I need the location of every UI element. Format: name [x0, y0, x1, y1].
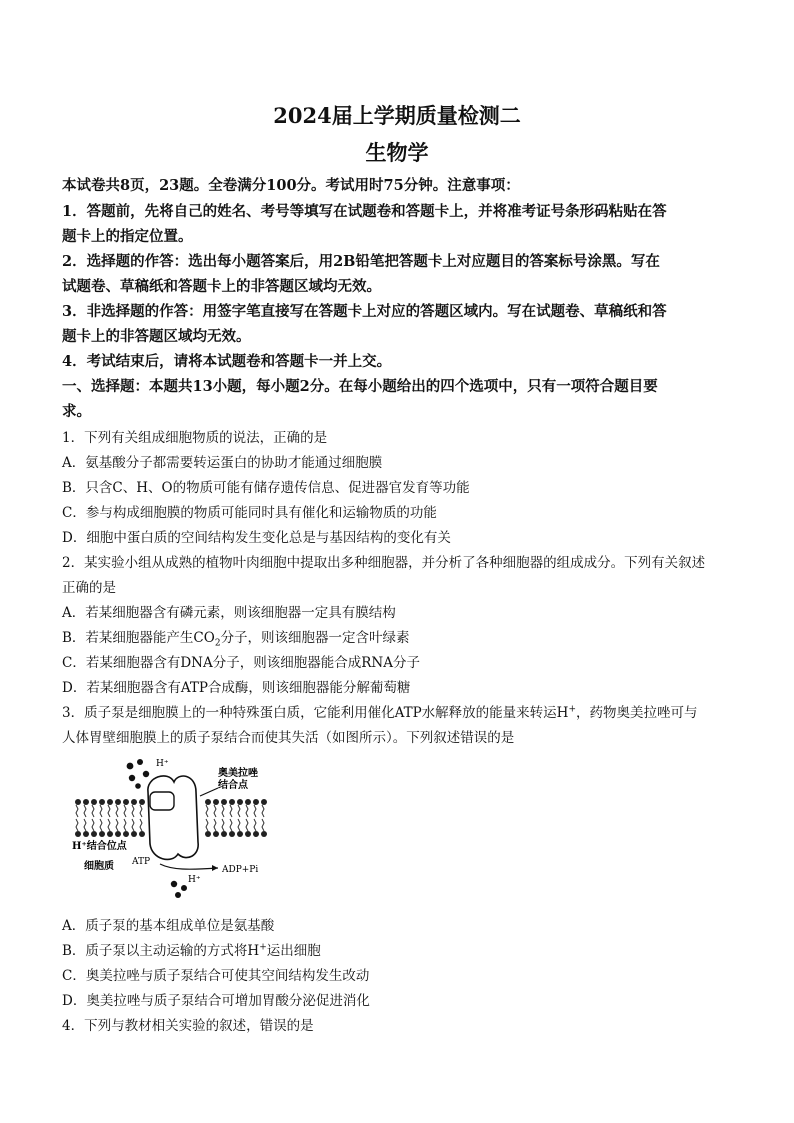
- question-3-stem-post: ，药物奥美拉唑可与: [576, 705, 698, 721]
- question-1-option-c: C．参与构成细胞膜的物质可能同时具有催化和运输物质的功能: [62, 505, 437, 521]
- question-3-option-b: [62, 939, 321, 959]
- question-3-stem-sup: +: [568, 704, 577, 715]
- atp-hydrolysis-arrow: [160, 864, 218, 869]
- label-atp: ATP: [132, 857, 151, 867]
- instruction-item-3-line-2: 题卡上的非答题区域均无效。: [62, 328, 251, 345]
- label-h-top: H⁺: [156, 759, 169, 769]
- question-3-option-d: D．奥美拉唑与质子泵结合可增加胃酸分泌促进消化: [62, 993, 370, 1009]
- question-3-option-b-sup: +: [259, 942, 267, 953]
- question-2-option-c: C．若某细胞器含有DNA分子，则该细胞器能合成RNA分子: [62, 655, 420, 671]
- question-3-option-a: A．质子泵的基本组成单位是氨基酸: [62, 918, 275, 934]
- subject-title: 生物学: [365, 140, 429, 165]
- instruction-item-2-line-1: 2．选择题的作答：选出每小题答案后，用2B铅笔把答题卡上对应题目的答案标号涂黑。写在: [62, 253, 660, 270]
- instruction-item-4: 4．考试结束后，请将本试题卷和答题卡一并上交。: [62, 353, 392, 370]
- question-2-option-b: [62, 626, 410, 649]
- question-3-option-c: C．奥美拉唑与质子泵结合可使其空间结构发生改动: [62, 968, 370, 984]
- binding-point-pointer: [200, 788, 218, 796]
- proton-pump-diagram: [68, 752, 294, 902]
- h-ion-cluster-bottom: [171, 881, 187, 898]
- label-h-site: H⁺结合位点: [72, 841, 127, 852]
- question-2-option-a: A．若某细胞器含有磷元素，则该细胞器一定具有膜结构: [62, 605, 396, 621]
- label-cytoplasm: 细胞质: [84, 861, 114, 872]
- question-2-stem-line-2: 正确的是: [62, 580, 116, 596]
- question-3-stem-pre: 3．质子泵是细胞膜上的一种特殊蛋白质，它能利用催化ATP水解释放的能量来转运H: [62, 705, 569, 721]
- question-1-stem: 1．下列有关组成细胞物质的说法，正确的是: [62, 430, 328, 446]
- question-2-option-b-post: 分子，则该细胞器一定含叶绿素: [220, 630, 410, 646]
- proton-pump-figure: [68, 752, 294, 902]
- question-4-stem: 4．下列与教材相关实验的叙述，错误的是: [62, 1018, 314, 1034]
- question-2-option-b-sub: 2: [214, 638, 221, 649]
- proton-pump-protein: [148, 776, 198, 860]
- question-1-option-a: A．氨基酸分子都需要转运蛋白的协助才能通过细胞膜: [62, 455, 383, 471]
- instructions-intro: 本试卷共8页，23题。全卷满分100分。考试用时75分钟。注意事项：: [62, 177, 520, 194]
- question-2-option-b-pre: B．若某细胞器能产生CO: [62, 630, 215, 646]
- instruction-item-1-line-2: 题卡上的指定位置。: [62, 228, 193, 245]
- label-binding-2: 结合点: [218, 780, 248, 791]
- question-3-option-b-post: 运出细胞: [266, 943, 321, 959]
- instruction-item-2-line-2: 试题卷、草稿纸和答题卡上的非答题区域均无效。: [62, 278, 381, 295]
- question-2-stem-line-1: 2．某实验小组从成熟的植物叶肉细胞中提取出多种细胞器，并分析了各种细胞器的组成成分。下列有关叙述: [62, 555, 706, 571]
- label-h-bottom: H⁺: [188, 875, 201, 885]
- h-ion-cluster-top: [127, 759, 150, 789]
- question-3-option-b-pre: B．质子泵以主动运输的方式将H: [62, 943, 260, 959]
- instruction-item-3-line-1: 3．非选择题的作答：用签字笔直接写在答题卡上对应的答题区域内。写在试题卷、草稿纸和答: [62, 303, 667, 320]
- arrow-head: [212, 865, 218, 871]
- exam-title: 2024届上学期质量检测二: [273, 103, 521, 128]
- instruction-item-1-line-1: 1．答题前，先将自己的姓名、考号等填写在试题卷和答题卡上，并将准考证号条形码粘贴在答: [62, 203, 667, 220]
- label-binding-1: 奥美拉唑: [218, 768, 258, 779]
- h-binding-pocket: [150, 792, 174, 810]
- question-2-option-d: D．若某细胞器含有ATP合成酶，则该细胞器能分解葡萄糖: [62, 680, 411, 696]
- question-3-stem-line-2: 人体胃壁细胞膜上的质子泵结合而使其失活（如图所示）。下列叙述错误的是: [62, 730, 515, 746]
- section-heading-line-1: 一、选择题：本题共13小题，每小题2分。在每小题给出的四个选项中，只有一项符合题目要: [62, 378, 658, 395]
- question-1-option-d: D．细胞中蛋白质的空间结构发生变化总是与基因结构的变化有关: [62, 530, 451, 546]
- question-1-option-b: B．只含C、H、O的物质可能有储存遗传信息、促进器官发育等功能: [62, 480, 470, 496]
- label-adp: ADP+Pi: [222, 865, 259, 875]
- section-heading-line-2: 求。: [62, 403, 91, 420]
- question-3-stem-line-1: [62, 701, 698, 721]
